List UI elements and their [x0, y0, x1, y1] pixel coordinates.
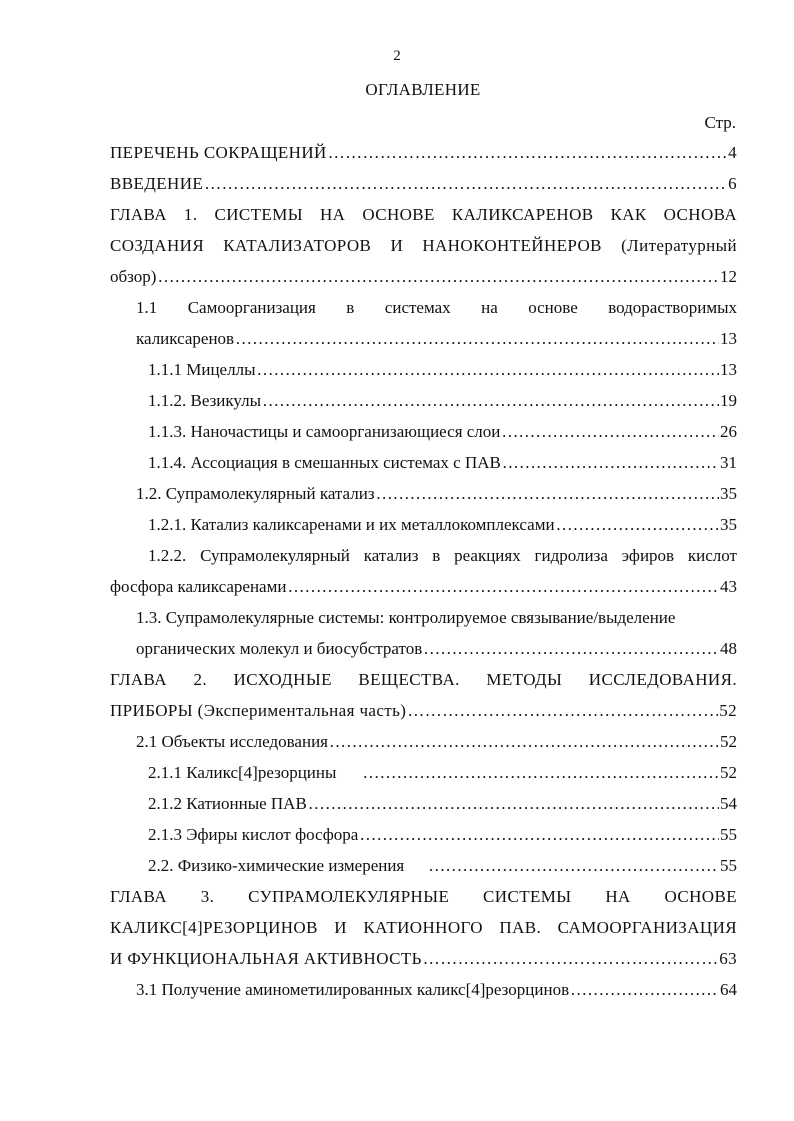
- toc-entry-section-1-1-2[interactable]: [148, 391, 737, 422]
- toc-entry-page: 48: [720, 639, 737, 658]
- dot-leader: [359, 825, 719, 845]
- dot-leader: [423, 639, 719, 659]
- toc-entry-text: ПЕРЕЧЕНЬ СОКРАЩЕНИЙ: [110, 143, 327, 162]
- dot-leader: [257, 360, 720, 380]
- toc-entry-text: 2.2. Физико-химические измерения: [148, 856, 405, 875]
- toc-entry-text: 1.1.4. Ассоциация в смешанных системах с ПАВ: [148, 453, 501, 472]
- toc-entry-page: 13: [720, 329, 737, 348]
- toc-entry-section-2-1-2[interactable]: [148, 794, 737, 825]
- toc-entry-section-1-2[interactable]: [136, 484, 737, 515]
- toc-entry-page: 52: [720, 763, 737, 782]
- toc-entry-text-line-1: ГЛАВА 3. СУПРАМОЛЕКУЛЯРНЫЕ СИСТЕМЫ НА ОСНОВЕ: [110, 887, 737, 906]
- toc-entry-text-line-1: 1.2.2. Супрамолекулярный катализ в реакциях гидролиза эфиров кислот: [148, 546, 737, 565]
- toc-entry-text: 1.2. Супрамолекулярный катализ: [136, 484, 375, 503]
- page-column-label: Стр.: [704, 113, 736, 132]
- toc-entry-page: 35: [720, 484, 737, 503]
- toc-title: ОГЛАВЛЕНИЕ: [365, 80, 481, 99]
- toc-entry-section-1-1-4[interactable]: [148, 453, 737, 484]
- dot-leader: [501, 422, 719, 442]
- toc-entry-text-line-1: 1.3. Супрамолекулярные системы: контролируемое связывание/выделение: [136, 608, 676, 627]
- toc-entry-page: 55: [720, 856, 737, 875]
- toc-entry-chapter-1[interactable]: [110, 205, 737, 298]
- toc-entry-section-2-1-3[interactable]: [148, 825, 737, 856]
- dot-leader: [502, 453, 719, 473]
- toc-entry-text: 2.1 Объекты исследования: [136, 732, 328, 751]
- toc-entry-page: 52: [719, 701, 737, 720]
- toc-entry-text: 3.1 Получение аминометилированных каликс[4]резорцинов: [136, 980, 570, 999]
- toc-entry-text-line-1: ГЛАВА 2. ИСХОДНЫЕ ВЕЩЕСТВА. МЕТОДЫ ИССЛЕДОВАНИЯ.: [110, 670, 737, 689]
- dot-leader: [362, 763, 719, 783]
- toc-entry-section-2-2[interactable]: [148, 856, 737, 887]
- toc-entry-section-1-1[interactable]: [136, 298, 737, 360]
- toc-entry-text-line-1: ГЛАВА 1. СИСТЕМЫ НА ОСНОВЕ КАЛИКСАРЕНОВ КАК ОСНОВА: [110, 205, 737, 224]
- dot-leader: [407, 701, 718, 721]
- dot-leader: [428, 856, 719, 876]
- toc-entry-page: 26: [720, 422, 737, 441]
- table-of-contents: [110, 143, 737, 1011]
- toc-entry-text: 1.1.2. Везикулы: [148, 391, 262, 410]
- toc-entry-page: 63: [719, 949, 737, 968]
- toc-entry-text-line-3: И ФУНКЦИОНАЛЬНАЯ АКТИВНОСТЬ: [110, 949, 422, 968]
- dot-leader: [262, 391, 719, 411]
- toc-entry-text-line-2: ПРИБОРЫ (Экспериментальная часть): [110, 701, 407, 720]
- toc-entry-text: ВВЕДЕНИЕ: [110, 174, 204, 193]
- page-number: 2: [393, 48, 401, 64]
- dot-leader: [376, 484, 719, 504]
- toc-entry-page: 52: [720, 732, 737, 751]
- dot-leader: [423, 949, 718, 969]
- toc-entry-text: 1.1.1 Мицеллы: [148, 360, 256, 379]
- toc-entry-text-line-1: 1.1 Самоорганизация в системах на основе водорастворимых: [136, 298, 737, 317]
- toc-entry-section-1-3[interactable]: [136, 608, 737, 670]
- toc-entry-page: 6: [728, 174, 737, 193]
- toc-entry-page: 13: [720, 360, 737, 379]
- toc-entry-chapter-3[interactable]: [110, 887, 737, 980]
- dot-leader: [308, 794, 719, 814]
- toc-entry-page: 64: [720, 980, 737, 999]
- toc-entry-section-1-1-1[interactable]: [148, 360, 737, 391]
- toc-entry-page: 54: [720, 794, 737, 813]
- toc-entry-text-line-2: фосфора каликсаренами: [110, 577, 287, 596]
- toc-entry-section-1-2-1[interactable]: [148, 515, 737, 546]
- dot-leader: [570, 980, 719, 1000]
- toc-entry-page: 19: [720, 391, 737, 410]
- toc-entry-section-3-1[interactable]: [136, 980, 737, 1011]
- toc-entry-text-line-2: органических молекул и биосубстратов: [136, 639, 423, 658]
- toc-entry-page: 43: [720, 577, 737, 596]
- toc-entry-page: 35: [720, 515, 737, 534]
- dot-leader: [329, 732, 719, 752]
- toc-entry-page: 12: [720, 267, 737, 286]
- dot-leader: [556, 515, 719, 535]
- toc-entry-section-1-2-2[interactable]: [110, 546, 737, 608]
- toc-entry-text: 2.1.2 Катионные ПАВ: [148, 794, 307, 813]
- dot-leader: [157, 267, 719, 287]
- toc-entry-page: 4: [728, 143, 737, 162]
- toc-entry-text: 1.2.1. Катализ каликсаренами и их металлокомплексами: [148, 515, 555, 534]
- toc-entry-chapter-2[interactable]: [110, 670, 737, 732]
- toc-entry-text: 2.1.1 Каликс[4]резорцины: [148, 763, 337, 782]
- toc-entry-page: 31: [720, 453, 737, 472]
- toc-entry-abbreviations[interactable]: [110, 143, 737, 174]
- dot-leader: [287, 577, 719, 597]
- toc-entry-introduction[interactable]: [110, 174, 737, 205]
- toc-entry-text-line-2: КАЛИКС[4]РЕЗОРЦИНОВ И КАТИОННОГО ПАВ. САМООРГАНИЗАЦИЯ: [110, 918, 737, 937]
- toc-entry-text-line-2: СОЗДАНИЯ КАТАЛИЗАТОРОВ И НАНОКОНТЕЙНЕРОВ (Литературный: [110, 236, 737, 255]
- toc-entry-text: 1.1.3. Наночастицы и самоорганизающиеся слои: [148, 422, 501, 441]
- dot-leader: [235, 329, 719, 349]
- dot-leader: [204, 174, 727, 194]
- toc-entry-section-1-1-3[interactable]: [148, 422, 737, 453]
- toc-entry-section-2-1[interactable]: [136, 732, 737, 763]
- toc-entry-page: 55: [720, 825, 737, 844]
- dot-leader: [328, 143, 727, 163]
- toc-entry-text-line-3: обзор): [110, 267, 157, 286]
- toc-entry-text: 2.1.3 Эфиры кислот фосфора: [148, 825, 359, 844]
- toc-entry-section-2-1-1[interactable]: [148, 763, 737, 794]
- toc-entry-text-line-2: каликсаренов: [136, 329, 235, 348]
